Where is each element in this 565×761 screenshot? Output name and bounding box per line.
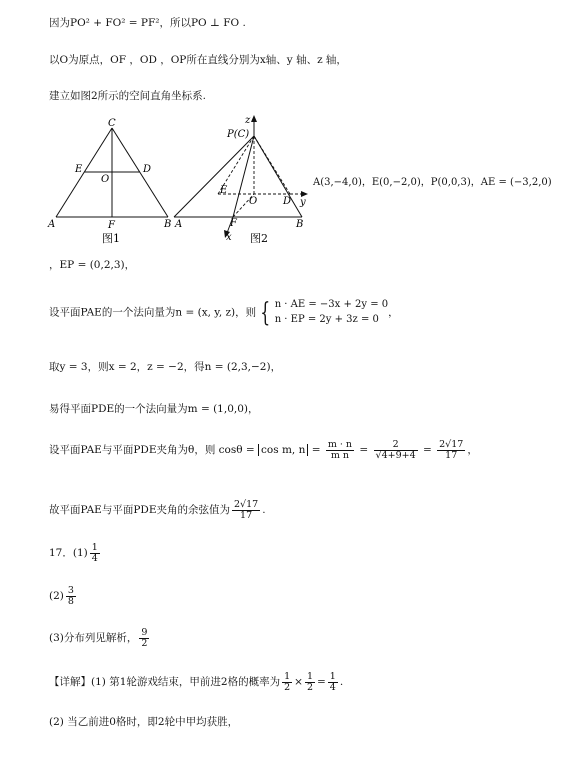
label-B2: B (296, 219, 304, 230)
normal-m-text: 易得平面PDE的一个法向量为m = (1,0,0)， (49, 403, 259, 415)
q3-den: 2 (141, 637, 148, 649)
q2-den: 8 (67, 595, 74, 607)
text-line-2: 以O为原点，OF ，OD ，OP所在直线分别为x轴、y 轴、z 轴， (49, 54, 347, 66)
q3-fraction (139, 628, 149, 649)
figure-1-caption: 图1 (102, 232, 120, 245)
text-line-3: 建立如图2所示的空间直角坐标系. (49, 90, 207, 102)
normal-n-text: n = (x, y, z)，则 (175, 306, 257, 319)
q17-den: 4 (91, 552, 98, 564)
half-b-num: 1 (306, 671, 313, 682)
conclusion-den: 17 (240, 509, 253, 521)
equation-2: n · EP = 2y + 3z = 0 (274, 313, 379, 325)
plane-pae-text: 设平面PAE的一个法向量为 (49, 306, 176, 319)
half-b (305, 672, 315, 693)
conclusion-fraction (232, 500, 260, 521)
half-b-den: 2 (306, 681, 313, 693)
label-A: A (48, 219, 56, 230)
fraction-mn-num: m · n (327, 439, 353, 450)
conclusion-line: 故平面PAE与平面PDE夹角的余弦值为 $\frac{2√17}{17}$ . (49, 499, 266, 521)
quarter-num: 1 (329, 671, 336, 682)
figure-2 (172, 113, 317, 243)
q17-num: 1 (91, 542, 98, 553)
detail-text: 【详解】(1) 第1轮游戏结束，甲前进2格的概率为 (49, 676, 281, 689)
text-line-1: 因为PO² + FO² = PF²，所以PO ⊥ FO . (49, 17, 246, 29)
equation-system (275, 298, 388, 327)
q2-label: (2) (49, 590, 64, 603)
half-a (282, 672, 292, 693)
fraction-2-den: √4+9+4 (375, 449, 416, 461)
label-O2: O (249, 196, 258, 207)
left-brace: { (260, 297, 271, 328)
answer-17-3 (49, 628, 151, 649)
label-D2: D (283, 196, 292, 207)
label-A2: A (175, 219, 183, 230)
fraction-3-num: 2√17 (439, 439, 464, 450)
half-a-num: 1 (284, 671, 291, 682)
q17-label: 17．(1) (49, 547, 88, 560)
label-C: C (108, 118, 116, 129)
figure-2-caption: 图2 (250, 232, 268, 243)
figure-1 (40, 118, 190, 248)
q2-fraction (66, 586, 76, 607)
fraction-3-den: 17 (445, 449, 458, 461)
q17-fraction (90, 543, 100, 564)
coordinates-text: A(3,−4,0)，E(0,−2,0)，P(0,0,3)，AE = (−3,2,0) (313, 177, 552, 188)
conclusion-text: 故平面PAE与平面PDE夹角的余弦值为 (49, 504, 230, 517)
fraction-2-num: 2 (374, 440, 418, 451)
angle-text: 设平面PAE与平面PDE夹角为θ，则 cosθ = (49, 444, 259, 457)
q2-num: 3 (67, 585, 74, 596)
q3-label: (3)分布列见解析， (49, 632, 138, 645)
fraction-2 (374, 440, 418, 461)
label-z: z (245, 115, 251, 126)
label-F: F (108, 220, 115, 231)
half-a-den: 2 (284, 681, 291, 693)
label-E2: E (220, 185, 228, 196)
take-y-text: 取y = 3，则x = 2，z = −2，得n = (2,3,−2)， (49, 361, 282, 373)
cosine-line: 设平面PAE与平面PDE夹角为θ，则 cosθ = cos m, n = $\frac{m \cdot n}{\text{m n}}$ = $\frac{2}{√4+9+4}$ = $\frac{2√17}{17}$ ， (49, 439, 478, 461)
answer-17-1 (49, 543, 102, 564)
fraction-mn-den: m n (330, 449, 350, 461)
normal-vector-line: 设平面PAE的一个法向量为n = (x, y, z)，则 { n · AE = −3x + 2y = 0 n · EP = 2y + 3z = 0 ， (49, 297, 399, 328)
equation-1: n · AE = −3x + 2y = 0 (274, 299, 389, 310)
fraction-mn (326, 440, 354, 461)
cos-abs: cos m, n (258, 444, 308, 456)
detail-line: 【详解】(1) 第1轮游戏结束，甲前进2格的概率为 $\frac{1}{2}$ × $\frac{1}{2}$ = $\frac{1}{4}$ . (49, 671, 344, 693)
label-x: x (226, 232, 232, 243)
quarter-den: 4 (329, 681, 336, 693)
label-y: y (300, 197, 306, 208)
label-E: E (75, 164, 83, 175)
q3-num: 9 (141, 627, 148, 638)
fraction-3 (437, 440, 465, 461)
quarter (328, 672, 338, 693)
conclusion-num: 2√17 (234, 499, 259, 510)
answer-17-2 (49, 586, 78, 607)
label-D: D (143, 164, 152, 175)
label-F2: F (230, 218, 237, 229)
label-B: B (164, 219, 172, 230)
last-line: (2) 当乙前进0格时，即2轮中甲均获胜， (49, 716, 239, 728)
ep-vector-text: ，EP = (0,2,3)， (49, 259, 136, 271)
label-P: P(C) (227, 129, 250, 140)
label-O: O (101, 174, 110, 185)
